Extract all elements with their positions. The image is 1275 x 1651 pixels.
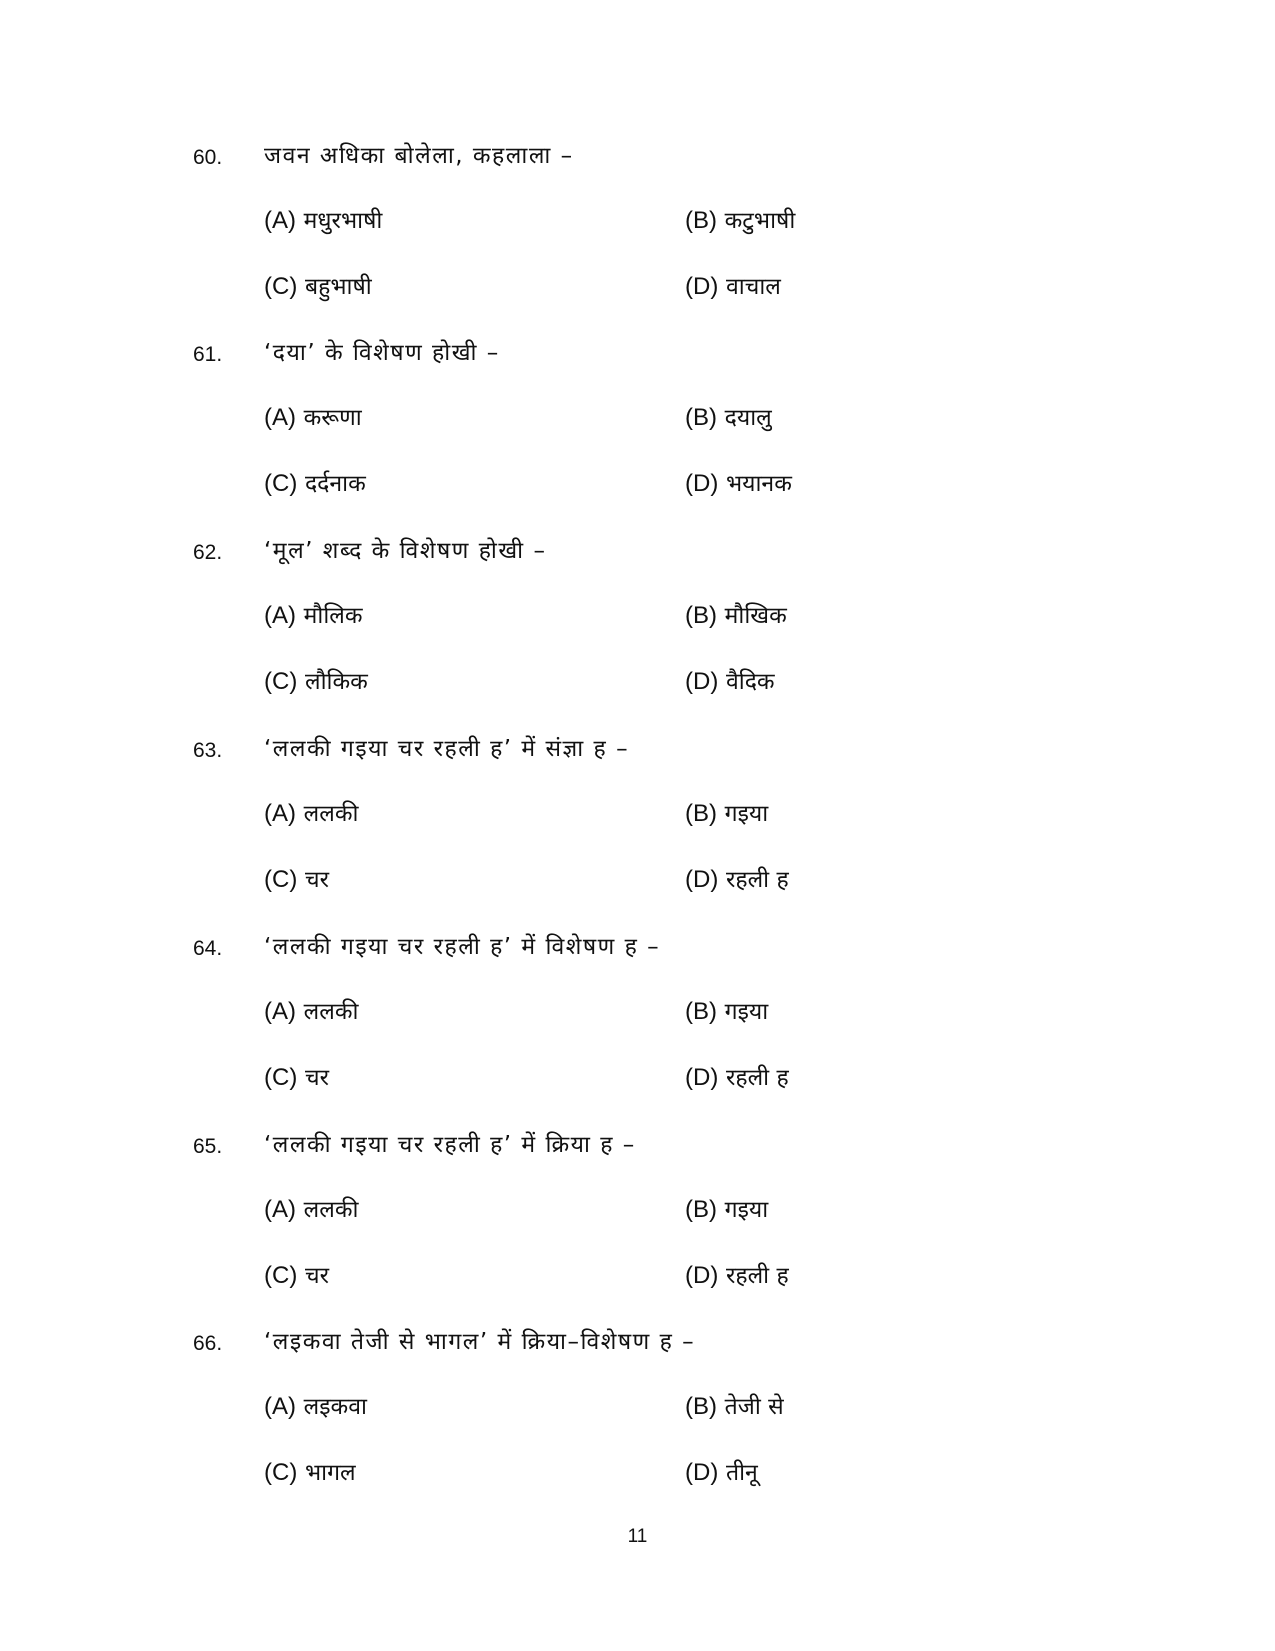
option-text: वैदिक	[725, 669, 775, 695]
question-text: ‘लइकवा तेजी से भागल’ में क्रिया–विशेषण ह –	[264, 1329, 696, 1355]
option-text: कटुभाषी	[724, 208, 796, 234]
option-letter: (D)	[685, 866, 719, 893]
option-letter: (D)	[685, 1459, 719, 1486]
option-a	[264, 205, 382, 236]
question-number: 64.	[193, 937, 223, 960]
question-61	[0, 338, 1275, 536]
option-a	[264, 996, 358, 1027]
option-letter: (B)	[685, 207, 717, 234]
option-b	[685, 798, 768, 829]
option-d	[685, 1260, 789, 1291]
option-letter: (B)	[685, 404, 717, 431]
question-text: ‘ललकी गइया चर रहली ह’ में संज्ञा ह –	[264, 736, 630, 762]
option-text: रहली ह	[725, 867, 789, 893]
question-65	[0, 1130, 1275, 1328]
option-c	[264, 1062, 329, 1093]
option-letter: (A)	[264, 1196, 296, 1223]
option-a	[264, 402, 362, 433]
option-text: करूणा	[303, 405, 362, 431]
option-letter: (B)	[685, 1196, 717, 1223]
question-62	[0, 536, 1275, 734]
question-text: ‘मूल’ शब्द के विशेषण होखी –	[264, 538, 547, 564]
option-text: दर्दनाक	[304, 471, 366, 497]
option-text: चर	[304, 1263, 329, 1289]
option-letter: (D)	[685, 668, 719, 695]
option-d	[685, 271, 781, 302]
question-text: ‘ललकी गइया चर रहली ह’ में विशेषण ह –	[264, 934, 661, 960]
option-b	[685, 1391, 784, 1422]
option-d	[685, 864, 789, 895]
option-b	[685, 205, 795, 236]
option-a	[264, 798, 358, 829]
option-d	[685, 468, 792, 499]
option-text: लौकिक	[304, 669, 368, 695]
option-letter: (B)	[685, 800, 717, 827]
question-text: ‘ललकी गइया चर रहली ह’ में क्रिया ह –	[264, 1132, 636, 1158]
option-a	[264, 1391, 367, 1422]
option-letter: (D)	[685, 273, 719, 300]
option-text: रहली ह	[725, 1263, 789, 1289]
option-text: तेजी से	[724, 1394, 784, 1420]
question-number: 63.	[193, 739, 223, 762]
option-text: ललकी	[303, 1197, 359, 1223]
option-b	[685, 1194, 768, 1225]
option-letter: (A)	[264, 998, 296, 1025]
option-letter: (C)	[264, 470, 298, 497]
question-number: 61.	[193, 343, 223, 366]
option-letter: (D)	[685, 1262, 719, 1289]
option-b	[685, 600, 787, 631]
option-letter: (B)	[685, 1393, 717, 1420]
option-letter: (A)	[264, 800, 296, 827]
question-text: ‘दया’ के विशेषण होखी –	[264, 340, 500, 366]
question-number: 65.	[193, 1135, 223, 1158]
option-letter: (B)	[685, 602, 717, 629]
option-text: मौलिक	[303, 603, 363, 629]
option-text: दयालु	[724, 405, 772, 431]
option-b	[685, 996, 768, 1027]
option-text: गइया	[724, 1197, 769, 1223]
question-number: 66.	[193, 1332, 223, 1355]
option-text: मौखिक	[724, 603, 787, 629]
option-a	[264, 1194, 358, 1225]
option-letter: (C)	[264, 1262, 298, 1289]
option-letter: (C)	[264, 866, 298, 893]
option-text: ललकी	[303, 999, 359, 1025]
option-letter: (D)	[685, 470, 719, 497]
option-text: गइया	[724, 801, 769, 827]
option-text: लइकवा	[303, 1394, 367, 1420]
question-number: 62.	[193, 541, 223, 564]
question-64	[0, 932, 1275, 1130]
option-letter: (C)	[264, 668, 298, 695]
option-letter: (A)	[264, 207, 296, 234]
option-c	[264, 666, 368, 697]
option-text: भयानक	[725, 471, 792, 497]
option-letter: (C)	[264, 1459, 298, 1486]
option-letter: (A)	[264, 1393, 296, 1420]
option-c	[264, 1260, 329, 1291]
option-letter: (B)	[685, 998, 717, 1025]
option-b	[685, 402, 772, 433]
option-d	[685, 666, 775, 697]
option-letter: (C)	[264, 273, 298, 300]
option-text: तीनू	[725, 1460, 758, 1486]
option-text: वाचाल	[725, 274, 781, 300]
option-text: चर	[304, 867, 329, 893]
option-a	[264, 600, 363, 631]
option-c	[264, 864, 329, 895]
option-text: गइया	[724, 999, 769, 1025]
option-text: ललकी	[303, 801, 359, 827]
option-text: चर	[304, 1065, 329, 1091]
option-text: भागल	[304, 1460, 356, 1486]
option-text: मधुरभाषी	[303, 208, 383, 234]
option-text: बहुभाषी	[304, 274, 372, 300]
option-c	[264, 1457, 356, 1488]
option-letter: (A)	[264, 404, 296, 431]
option-c	[264, 468, 366, 499]
option-d	[685, 1457, 758, 1488]
page-number: 11	[627, 1526, 648, 1547]
option-c	[264, 271, 372, 302]
option-letter: (D)	[685, 1064, 719, 1091]
question-63	[0, 734, 1275, 932]
option-text: रहली ह	[725, 1065, 789, 1091]
question-60	[0, 141, 1275, 339]
option-d	[685, 1062, 789, 1093]
question-text: जवन अधिका बोलेला, कहलाला –	[264, 143, 574, 169]
question-number: 60.	[193, 146, 223, 169]
option-letter: (C)	[264, 1064, 298, 1091]
question-66	[0, 1327, 1275, 1525]
option-letter: (A)	[264, 602, 296, 629]
